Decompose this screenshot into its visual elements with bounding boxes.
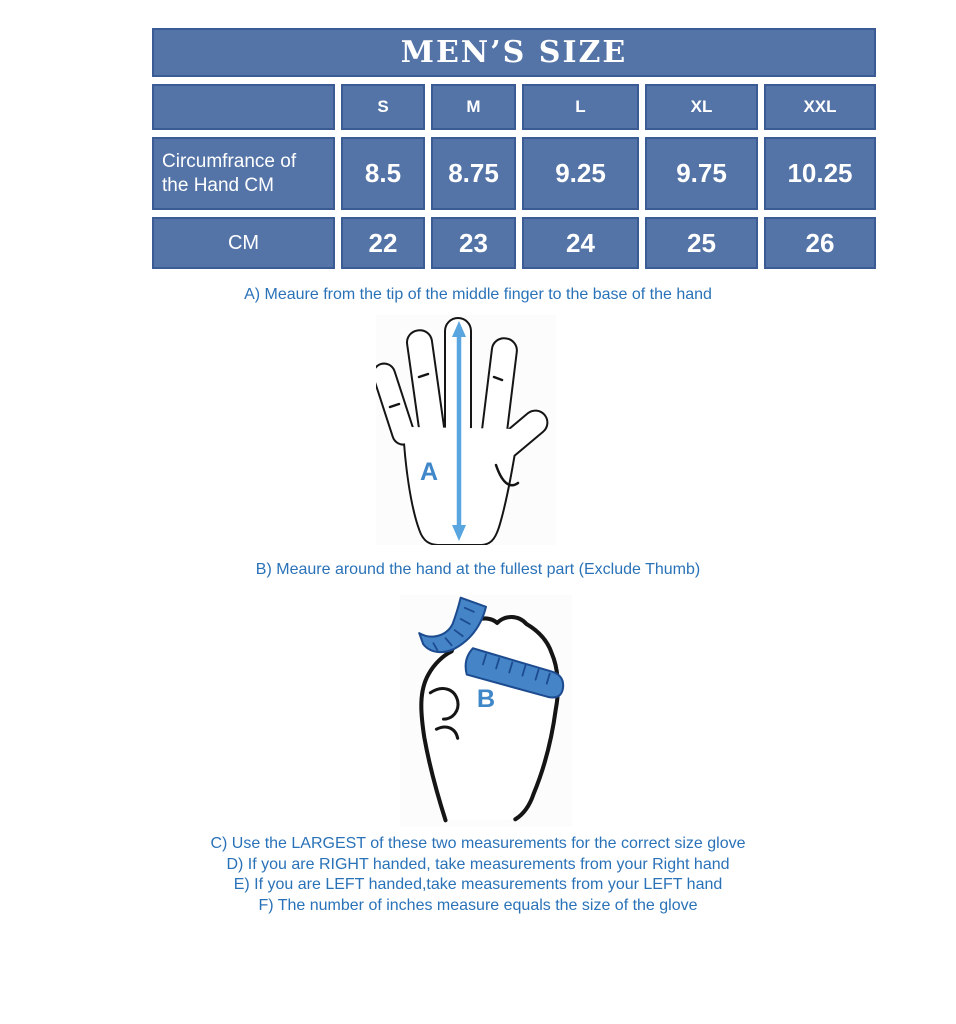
- row-label-circumference: Circumfrance of the Hand CM: [152, 137, 335, 210]
- hand-a-label: A: [420, 458, 439, 486]
- cm-value-xl: 25: [645, 217, 758, 269]
- circumference-value-xxl: 10.25: [764, 137, 876, 210]
- circumference-value-s: 8.5: [341, 137, 425, 210]
- fist-illustration: [400, 595, 572, 827]
- open-hand-svg: [376, 315, 556, 545]
- cm-value-xxl: 26: [764, 217, 876, 269]
- instruction-c: C) Use the LARGEST of these two measurements for the correct size glove: [210, 835, 746, 852]
- cm-value-l: 24: [522, 217, 639, 269]
- header-cell-l: L: [522, 84, 639, 130]
- header-cell-xxl: XXL: [764, 84, 876, 130]
- circumference-value-m: 8.75: [431, 137, 516, 210]
- header-cell-m: M: [431, 84, 516, 130]
- circumference-value-l: 9.25: [522, 137, 639, 210]
- row-label-cm: CM: [152, 217, 335, 269]
- instruction-b: B) Meaure around the hand at the fullest part (Exclude Thumb): [255, 561, 701, 578]
- open-hand-illustration: [376, 315, 556, 545]
- mens-size-table: [152, 28, 876, 269]
- header-cell-xl: XL: [645, 84, 758, 130]
- cm-value-m: 23: [431, 217, 516, 269]
- instruction-e: E) If you are LEFT handed,take measurements from your LEFT hand: [233, 876, 723, 893]
- instruction-f: F) The number of inches measure equals the size of the glove: [258, 896, 698, 914]
- fist-svg: [400, 595, 572, 827]
- circumference-value-xl: 9.75: [645, 137, 758, 210]
- instruction-d: D) If you are RIGHT handed, take measurements from your Right hand: [226, 855, 730, 873]
- instruction-a: A) Meaure from the tip of the middle finger to the base of the hand: [244, 286, 712, 303]
- instructions-c-f: [0, 834, 956, 916]
- cm-value-s: 22: [341, 217, 425, 269]
- table-title: MEN’S SIZE: [152, 28, 876, 77]
- header-cell-empty: [152, 84, 335, 130]
- hand-b-label: B: [476, 684, 496, 713]
- header-cell-s: S: [341, 84, 425, 130]
